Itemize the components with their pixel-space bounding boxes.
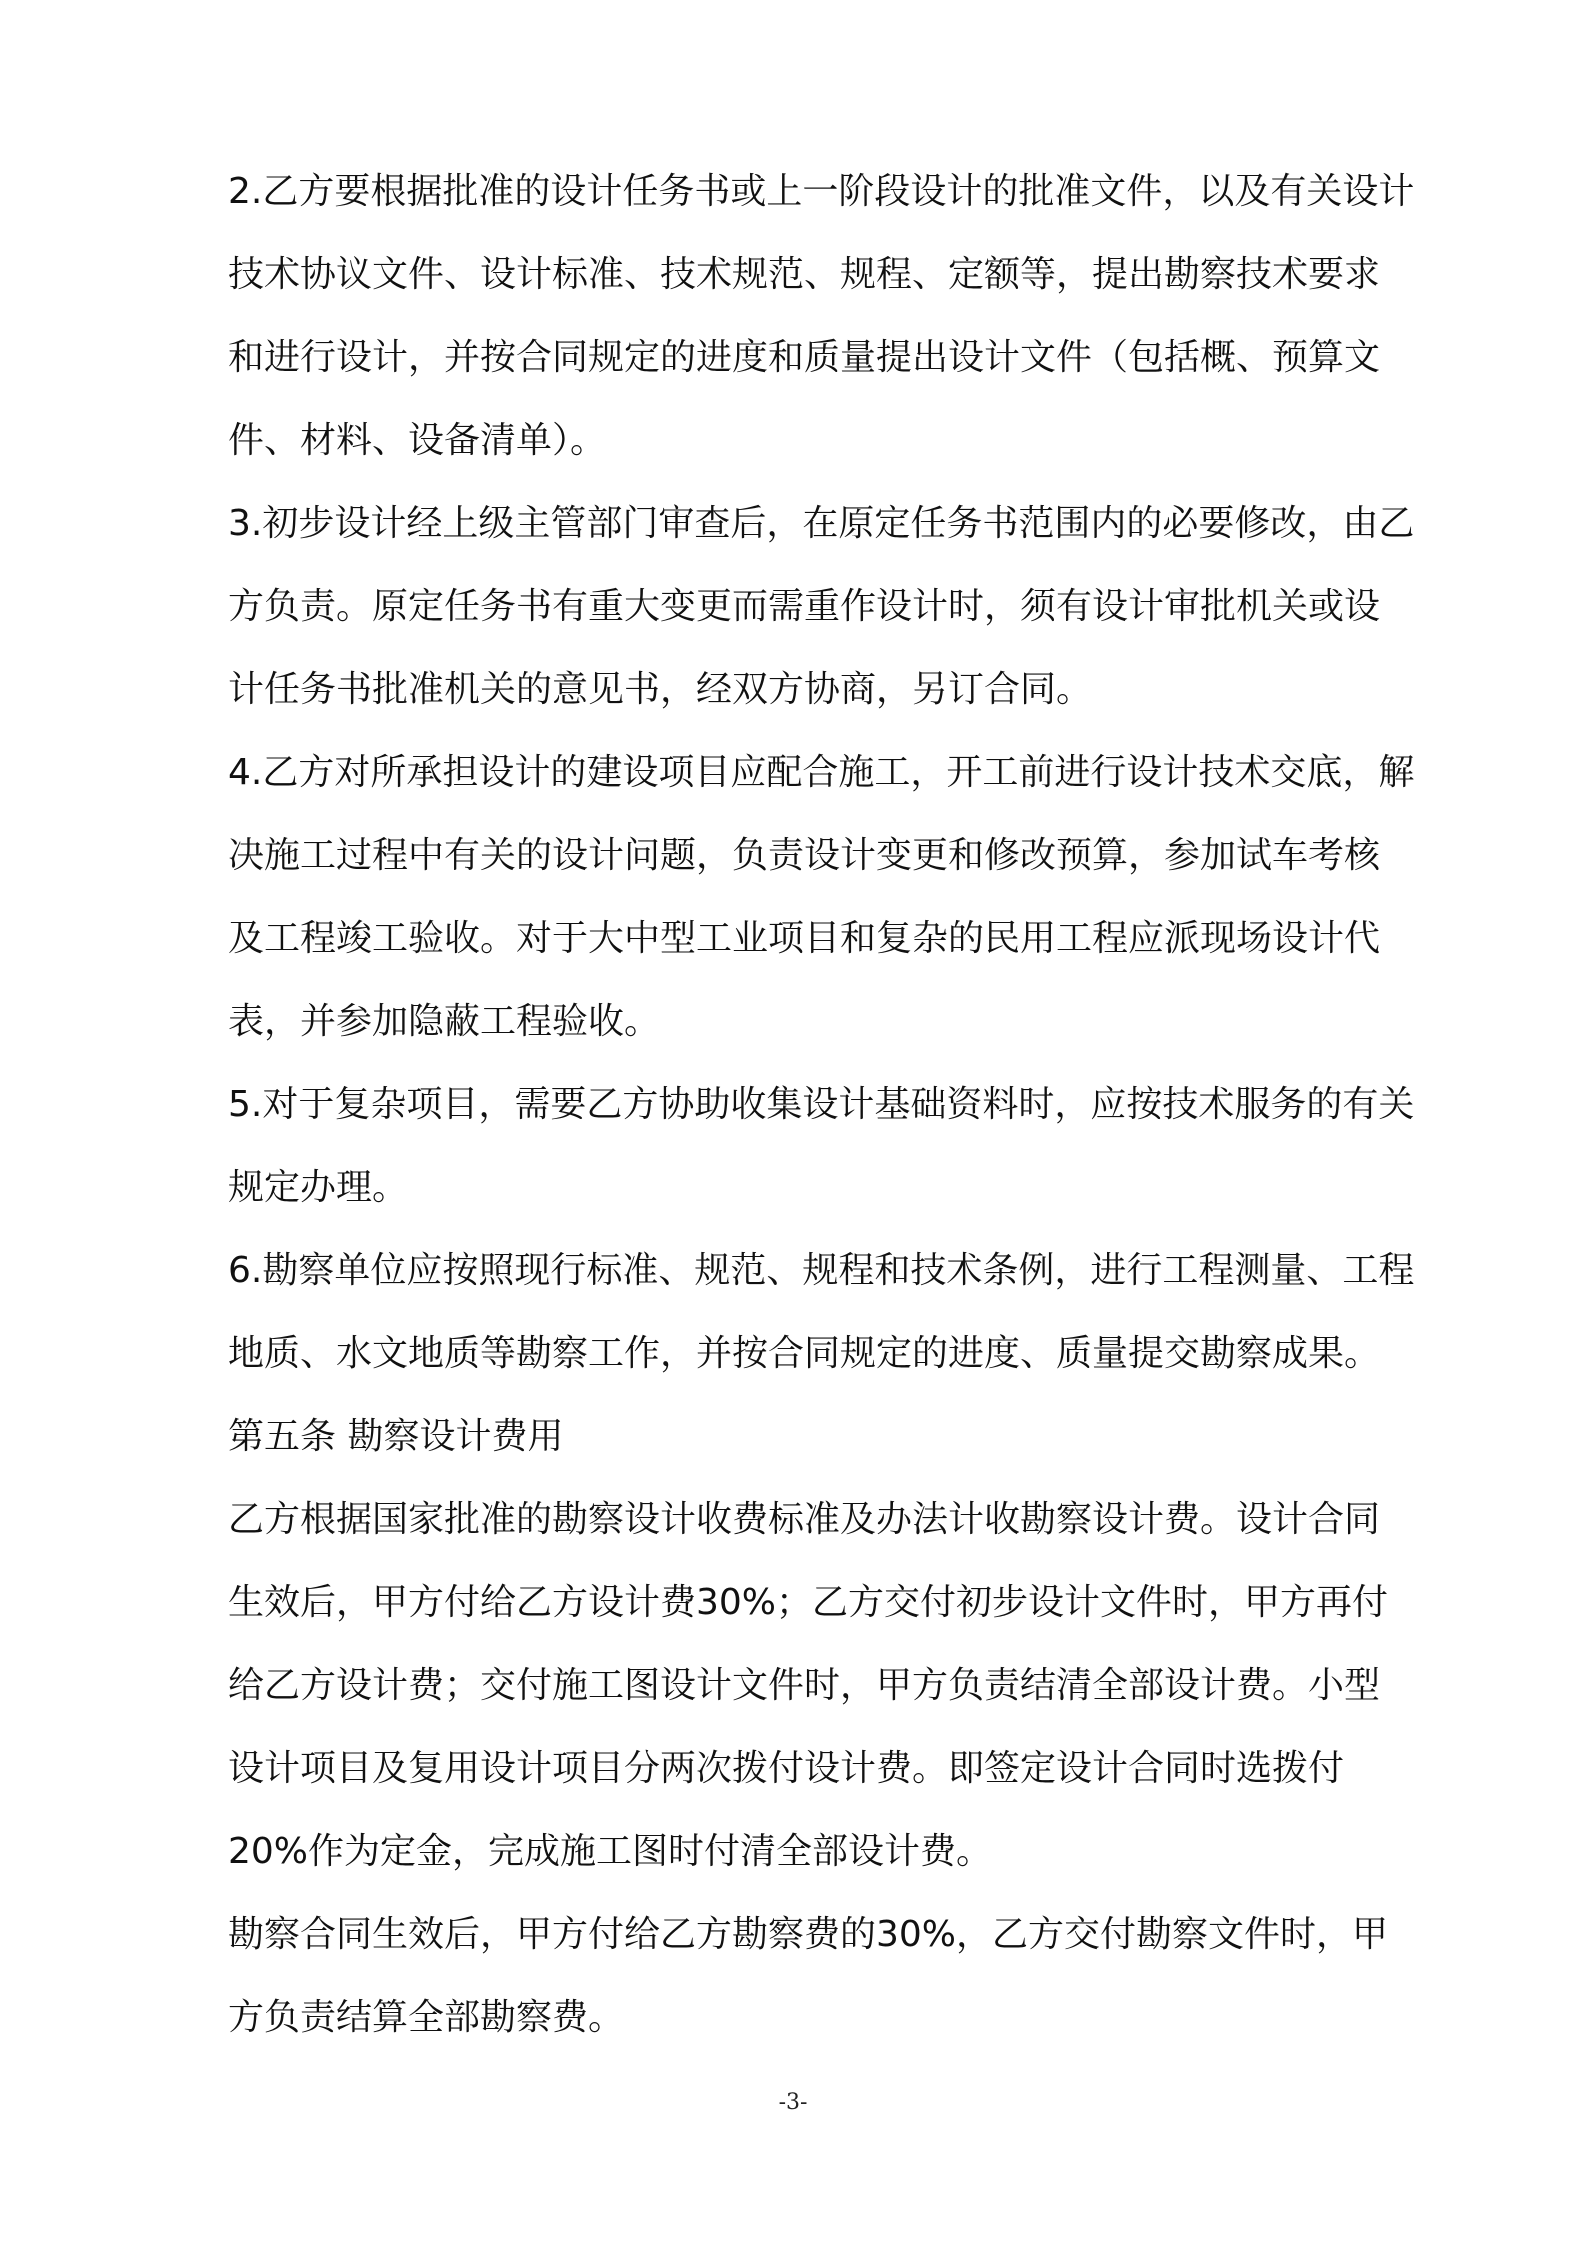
text-line: 6.勘察单位应按照现行标准、规范、规程和技术条例，进行工程测量、工程 <box>228 1250 1415 1291</box>
document-body <box>228 150 1448 2059</box>
text-line: 给乙方设计费；交付施工图设计文件时，甲方负责结清全部设计费。小型 <box>228 1665 1381 1706</box>
clause-3-paragraph <box>228 482 1448 731</box>
text-line: 乙方根据国家批准的勘察设计收费标准及办法计收勘察设计费。设计合同 <box>228 1499 1381 1540</box>
design-fee-paragraph <box>228 1478 1448 1893</box>
text-line: 20%作为定金，完成施工图时付清全部设计费。 <box>228 1831 993 1872</box>
survey-fee-paragraph <box>228 1893 1448 2059</box>
text-line: 方负责。原定任务书有重大变更而需重作设计时，须有设计审批机关或设 <box>228 586 1381 627</box>
text-line: 2.乙方要根据批准的设计任务书或上一阶段设计的批准文件，以及有关设计 <box>228 171 1415 212</box>
text-line: 决施工过程中有关的设计问题，负责设计变更和修改预算，参加试车考核 <box>228 835 1381 876</box>
text-line: 生效后，甲方付给乙方设计费30%；乙方交付初步设计文件时，甲方再付 <box>228 1582 1389 1623</box>
text-line: 件、材料、设备清单）。 <box>228 420 607 461</box>
text-line: 方负责结算全部勘察费。 <box>228 1997 625 2038</box>
text-line: 5.对于复杂项目，需要乙方协助收集设计基础资料时，应按技术服务的有关 <box>228 1084 1415 1125</box>
text-line: 表，并参加隐蔽工程验收。 <box>228 1001 661 1042</box>
clause-5-paragraph <box>228 1063 1448 1229</box>
section-heading: 第五条 勘察设计费用 <box>228 1416 564 1457</box>
text-line: 设计项目及复用设计项目分两次拨付设计费。即签定设计合同时选拨付 <box>228 1748 1345 1789</box>
article-5-heading <box>228 1395 1448 1478</box>
text-line: 3.初步设计经上级主管部门审查后，在原定任务书范围内的必要修改，由乙 <box>228 503 1415 544</box>
text-line: 地质、水文地质等勘察工作，并按合同规定的进度、质量提交勘察成果。 <box>228 1333 1381 1374</box>
text-line: 及工程竣工验收。对于大中型工业项目和复杂的民用工程应派现场设计代 <box>228 918 1381 959</box>
clause-4-paragraph <box>228 731 1448 1063</box>
page-number: -3- <box>778 2090 808 2115</box>
text-line: 计任务书批准机关的意见书，经双方协商，另订合同。 <box>228 669 1093 710</box>
text-line: 4.乙方对所承担设计的建设项目应配合施工，开工前进行设计技术交底，解 <box>228 752 1415 793</box>
text-line: 技术协议文件、设计标准、技术规范、规程、定额等，提出勘察技术要求 <box>228 254 1381 295</box>
clause-2-paragraph <box>228 150 1448 482</box>
text-line: 勘察合同生效后，甲方付给乙方勘察费的30%，乙方交付勘察文件时，甲 <box>228 1914 1389 1955</box>
clause-6-paragraph <box>228 1229 1448 1395</box>
text-line: 和进行设计，并按合同规定的进度和质量提出设计文件（包括概、预算文 <box>228 337 1381 378</box>
text-line: 规定办理。 <box>228 1167 409 1208</box>
